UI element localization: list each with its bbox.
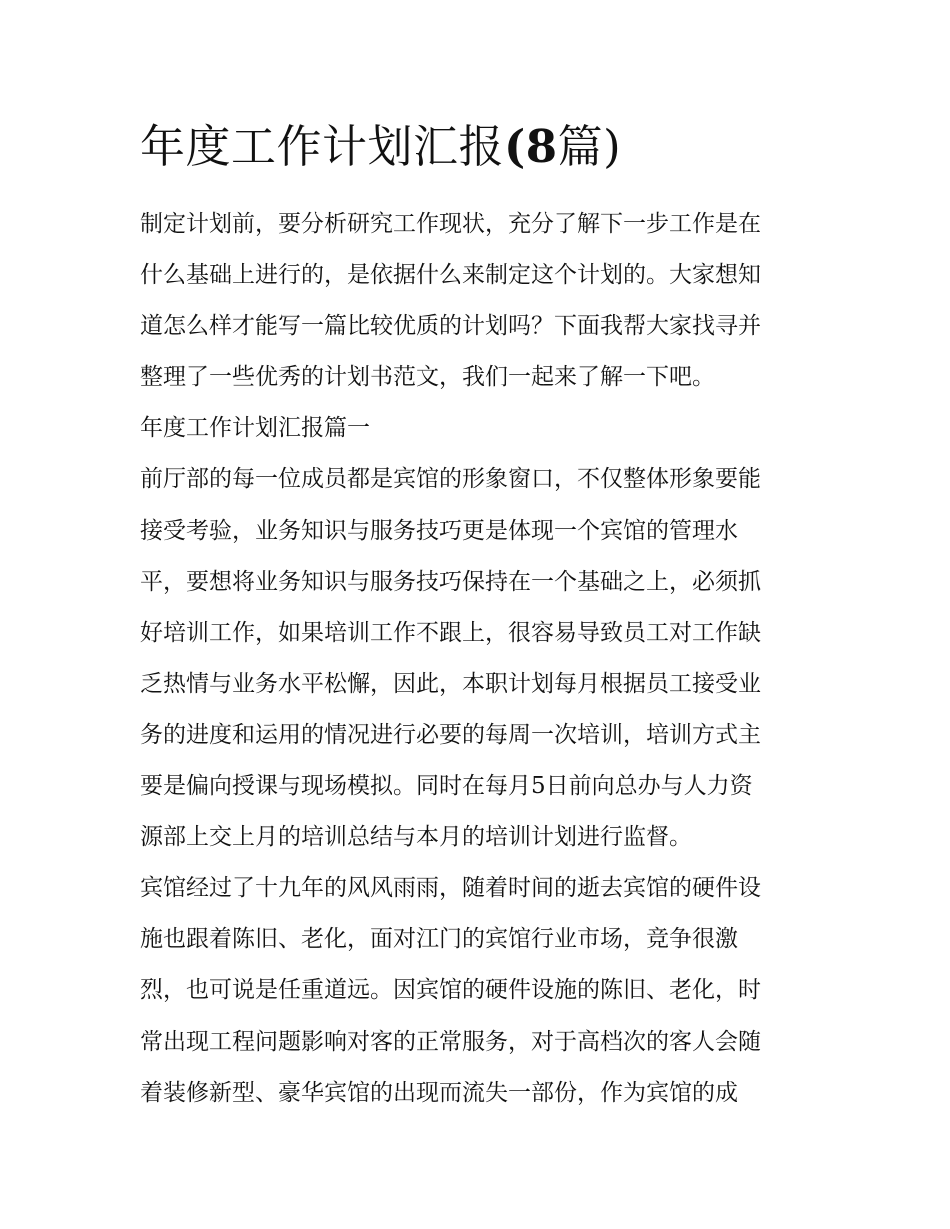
paragraph-line: 平，要想将业务知识与服务技巧保持在一个基础之上，必须抓 — [140, 568, 761, 595]
paragraph-front-desk — [140, 454, 815, 863]
paragraph-line: 要是偏向授课与现场模拟。同时在每月5日前向总办与人力资 — [140, 773, 753, 800]
paragraph-line: 接受考验，业务知识与服务技巧更是体现一个宾馆的管理水 — [140, 517, 738, 544]
paragraph-line: 烈，也可说是任重道远。因宾馆的硬件设施的陈旧、老化，时 — [140, 977, 761, 1004]
document-title — [140, 112, 815, 182]
paragraph-line: 施也跟着陈旧、老化，面对江门的宾馆行业市场，竞争很激 — [140, 926, 738, 953]
section-heading: 年度工作计划汇报篇一 — [140, 415, 370, 442]
intro-line: 制定计划前，要分析研究工作现状，充分了解下一步工作是在 — [140, 211, 761, 237]
intro-paragraph — [140, 199, 815, 403]
paragraph-line: 乏热情与业务水平松懈，因此，本职计划每月根据员工接受业 — [140, 670, 761, 697]
title-count: (8 — [504, 120, 558, 173]
title-tail: 篇) — [557, 120, 622, 173]
paragraph-line: 常出现工程问题影响对客的正常服务，对于高档次的客人会随 — [140, 1028, 761, 1055]
paragraph-line: 务的进度和运用的情况进行必要的每周一次培训，培训方式主 — [140, 721, 761, 748]
intro-line: 整理了一些优秀的计划书范文，我们一起来了解一下吧。 — [140, 364, 715, 391]
paragraph-line: 源部上交上月的培训总结与本月的培训计划进行监督。 — [140, 824, 692, 851]
intro-line: 道怎么样才能写一篇比较优质的计划吗？下面我帮大家找寻并 — [140, 313, 761, 340]
paragraph-line: 前厅部的每一位成员都是宾馆的形象窗口，不仅整体形象要能 — [140, 466, 761, 493]
paragraph-line: 宾馆经过了十九年的风风雨雨，随着时间的逝去宾馆的硬件设 — [140, 875, 761, 902]
paragraph-line: 好培训工作，如果培训工作不跟上，很容易导致员工对工作缺 — [140, 619, 761, 646]
paragraph-line: 着装修新型、豪华宾馆的出现而流失一部份，作为宾馆的成 — [140, 1079, 738, 1106]
title-main: 年度工作计划汇报 — [140, 120, 505, 173]
paragraph-hotel-facilities — [140, 863, 815, 1118]
document-page — [140, 112, 815, 1119]
intro-line: 什么基础上进行的，是依据什么来制定这个计划的。大家想知 — [140, 262, 761, 289]
